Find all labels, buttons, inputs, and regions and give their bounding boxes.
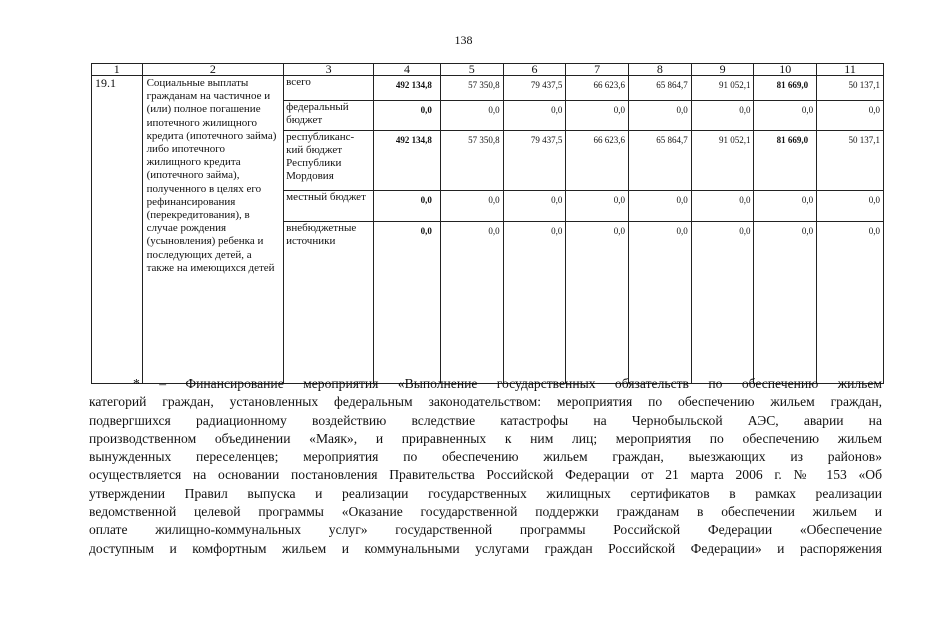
footnote-line: производственном объединении «Маяк», и приравненных к ним лиц; мероприятия по обеспечению жильем: [89, 430, 882, 446]
value-cell: 0,0: [629, 191, 692, 222]
footnote-line: осуществляется на основании постановления Правительства Российской Федерации от 21 марта 2006 г. № 153 «Об: [89, 467, 882, 483]
value-cell: 0,0: [566, 191, 629, 222]
value-cell: 0,0: [503, 191, 566, 222]
funding-source: внебюджетные источники: [284, 222, 374, 384]
column-header: 10: [754, 64, 817, 76]
value-cell: 66 623,6: [566, 131, 629, 191]
value-cell: 0,0: [503, 222, 566, 384]
value-cell: 91 052,1: [691, 131, 754, 191]
funding-source: федеральный бюджет: [284, 101, 374, 131]
value-cell: 0,0: [629, 222, 692, 384]
value-cell: 0,0: [374, 191, 441, 222]
footnote-line: вынужденных переселенцев; мероприятия по обеспечению жильем граждан, выезжающих из районов»: [89, 449, 882, 465]
activity-description: Социальные выплаты гражданам на частичное и (или) полное погашение ипотечного жилищного кредита (ипотечного займа) либо ипотечного жилищного кредита (ипотечного займа), полученного в целях его рефинансирования (перекредитования), в случае рождения (усыновления) ребенка и последующих детей, а также на имеющихся детей: [142, 76, 284, 384]
footnote-line: категорий граждан, установленных федеральным законодательством: мероприятия по обеспечению жильем граждан,: [89, 394, 882, 410]
value-cell: 81 669,0: [754, 76, 817, 101]
column-header: 2: [142, 64, 284, 76]
value-cell: 0,0: [754, 191, 817, 222]
value-cell: 0,0: [754, 101, 817, 131]
footnote-line: ведомственной целевой программы «Оказание государственной поддержки гражданам в обеспечении жильем и: [89, 504, 882, 520]
value-cell: 0,0: [566, 101, 629, 131]
footnote-line: утверждении Правил выпуска и реализации государственных жилищных сертификатов в рамках реализации: [89, 485, 882, 501]
value-cell: 0,0: [754, 222, 817, 384]
footnote-line: подвергшихся радиационному воздействию вследствие катастрофы на Чернобыльской АЭС, аварии на: [89, 412, 882, 428]
footnote-line: оплате жилищно-коммунальных услуг» государственной программы Российской Федерации «Обеспечение: [89, 522, 882, 538]
value-cell: 0,0: [374, 101, 441, 131]
table-row: [92, 76, 884, 101]
value-cell: 0,0: [629, 101, 692, 131]
value-cell: 0,0: [503, 101, 566, 131]
value-cell: 0,0: [440, 101, 503, 131]
value-cell: 0,0: [440, 191, 503, 222]
column-header: 9: [691, 64, 754, 76]
value-cell: 66 623,6: [566, 76, 629, 101]
value-cell: 0,0: [440, 222, 503, 384]
value-cell: 50 137,1: [817, 131, 884, 191]
funding-source: местный бюджет: [284, 191, 374, 222]
value-cell: 81 669,0: [754, 131, 817, 191]
column-header: 5: [440, 64, 503, 76]
value-cell: 65 864,7: [629, 131, 692, 191]
column-header: 3: [284, 64, 374, 76]
footnote-line: * – Финансирование мероприятия «Выполнение государственных обязательств по обеспечению жильем: [133, 376, 882, 391]
value-cell: 79 437,5: [503, 131, 566, 191]
column-header: 8: [629, 64, 692, 76]
column-header: 1: [92, 64, 143, 76]
value-cell: 0,0: [817, 101, 884, 131]
value-cell: 65 864,7: [629, 76, 692, 101]
column-header: 7: [566, 64, 629, 76]
value-cell: 0,0: [817, 191, 884, 222]
column-header: 4: [374, 64, 441, 76]
value-cell: 57 350,8: [440, 76, 503, 101]
value-cell: 50 137,1: [817, 76, 884, 101]
value-cell: 0,0: [691, 191, 754, 222]
footnote: [89, 375, 882, 558]
value-cell: 0,0: [374, 222, 441, 384]
page-number: 138: [454, 33, 473, 47]
row-index: 19.1: [92, 76, 143, 384]
column-header: 6: [503, 64, 566, 76]
value-cell: 0,0: [691, 101, 754, 131]
funding-table: [91, 63, 884, 384]
value-cell: 0,0: [566, 222, 629, 384]
value-cell: 79 437,5: [503, 76, 566, 101]
value-cell: 57 350,8: [440, 131, 503, 191]
column-header: 11: [817, 64, 884, 76]
value-cell: 91 052,1: [691, 76, 754, 101]
footnote-line: доступным и комфортным жильем и коммунальными услугами граждан Российской Федерации» и распоряжения: [89, 540, 882, 556]
value-cell: 492 134,8: [374, 76, 441, 101]
funding-source: всего: [284, 76, 374, 101]
value-cell: 0,0: [817, 222, 884, 384]
value-cell: 0,0: [691, 222, 754, 384]
value-cell: 492 134,8: [374, 131, 441, 191]
funding-source: республиканс-кий бюджет Республики Мордовия: [284, 131, 374, 191]
table-header-row: [92, 64, 884, 76]
